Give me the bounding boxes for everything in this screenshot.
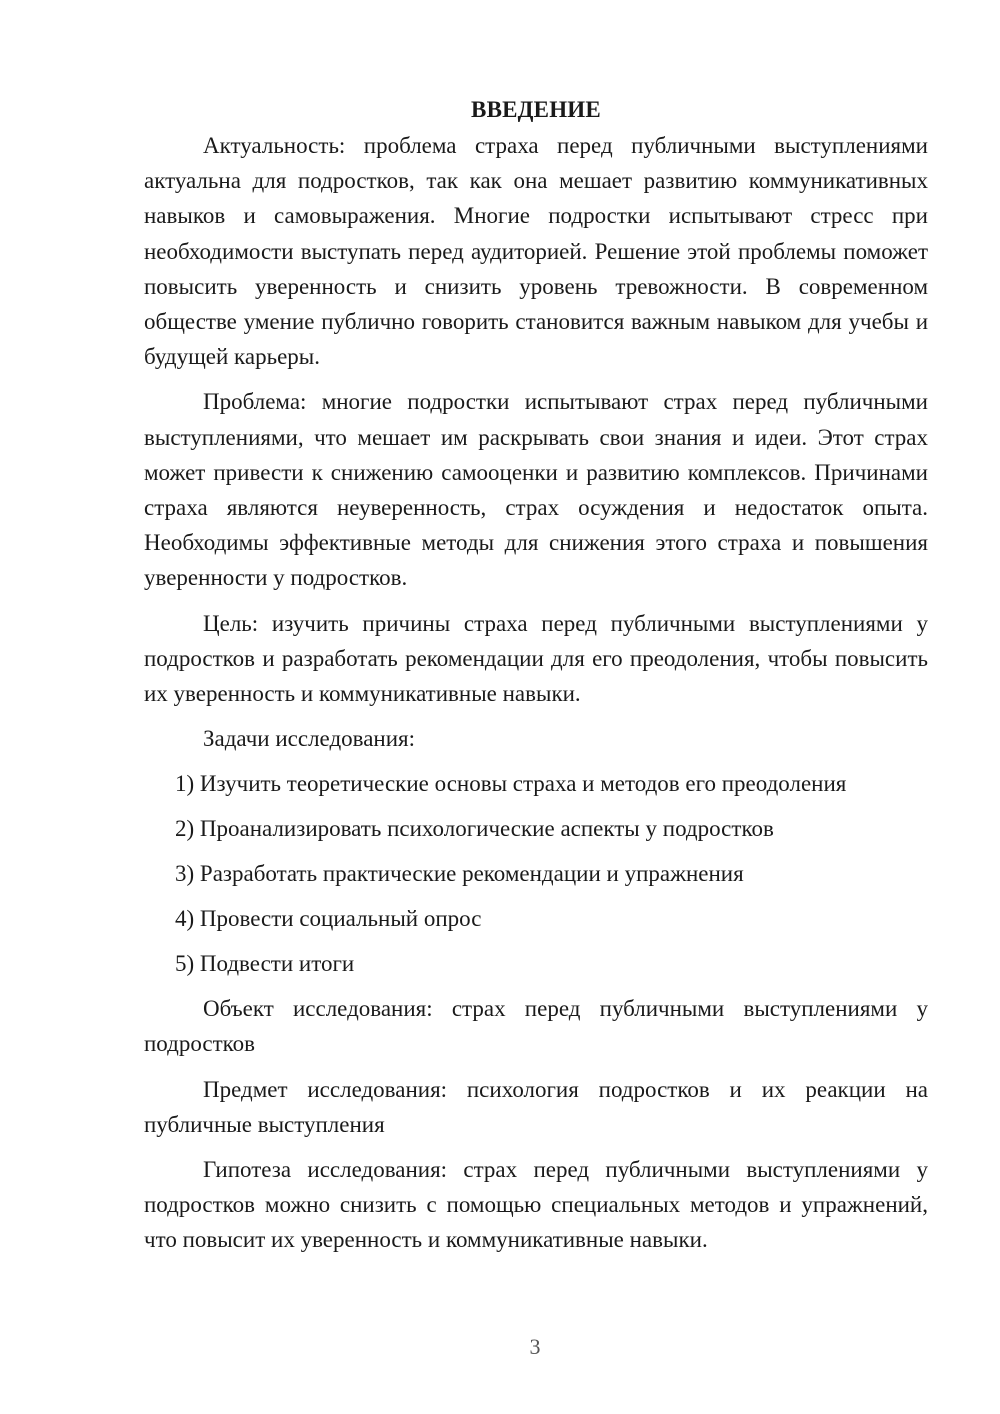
paragraph-goal: Цель: изучить причины страха перед публичными выступлениями у подростков и разработать рекомендации для его преодоления, чтобы повысить их уверенность и коммуникативные навыки. — [144, 610, 928, 707]
page-title: ВВЕДЕНИЕ — [471, 97, 601, 122]
list-item: 3) Разработать практические рекомендации и упражнения — [175, 861, 744, 887]
list-item: 2) Проанализировать психологические аспекты у подростков — [175, 816, 774, 842]
paragraph-subject: Предмет исследования: психология подростков и их реакции на публичные выступления — [144, 1076, 928, 1137]
list-item: 4) Провести социальный опрос — [175, 906, 482, 932]
paragraph-hypothesis: Гипотеза исследования: страх перед публичными выступлениями у подростков можно снизить с помощью специальных методов и упражнений, что повысит их уверенность и коммуникативные навыки. — [144, 1157, 928, 1253]
list-item: 1) Изучить теоретические основы страха и методов его преодоления — [175, 771, 847, 797]
list-item: 5) Подвести итоги — [175, 951, 355, 977]
paragraph-problem: Проблема: многие подростки испытывают страх перед публичными выступлениями, что мешает им раскрывать свои знания и идеи. Этот страх может привести к снижению самооценки и развитию комплексов. Причинами страха являются неуверенность, страх осуждения и недостаток опыта. Необходимы эффективные методы для снижения этого страха и повышения уверенности у подростков. — [144, 389, 928, 591]
paragraph-relevance: Актуальность: проблема страха перед публичными выступлениями актуальна для подростков, так как она мешает развитию коммуникативных навыков и самовыражения. Многие подростки испытывают стресс при необходимости выступать перед аудиторией. Решение этой проблемы поможет повысить уверенность и снизить уровень тревожности. В современном обществе умение публично говорить становится важным навыком для учебы и будущей карьеры. — [144, 133, 928, 370]
tasks-heading: Задачи исследования: — [203, 726, 416, 752]
page-number: 3 — [529, 1334, 541, 1359]
document-page — [144, 92, 928, 1258]
paragraph-object: Объект исследования: страх перед публичными выступлениями у подростков — [144, 996, 928, 1057]
task-list — [144, 766, 928, 981]
